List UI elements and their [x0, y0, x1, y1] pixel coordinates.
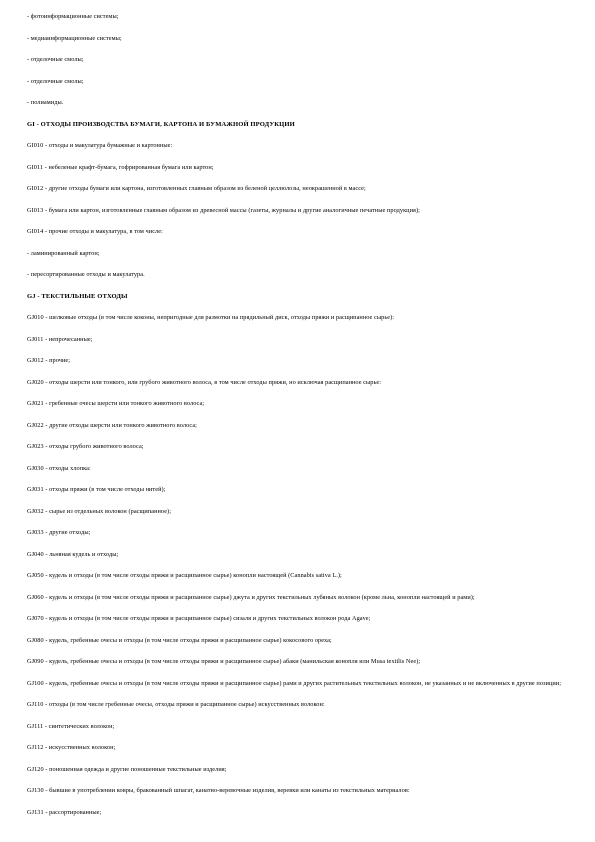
list-item: - полиамиды. — [27, 99, 64, 106]
code-item: GI012 - другие отходы бумаги или картона, изготовленных главным образом из беленой целлюлозы, неокрашенной в массе; — [27, 185, 366, 192]
code-item: GJ011 - непрочесанные; — [27, 335, 93, 343]
code-item: GI013 - бумага или картон, изготовленные главным образом из древесной массы (газеты, журналы и другие аналогичные печатные продукция); — [27, 206, 420, 214]
section-heading-gj: GJ - ТЕКСТИЛЬНЫЕ ОТХОДЫ — [27, 292, 128, 300]
code-item: GJ050 - кудель и отходы (в том числе отходы пряжи и расщипанное сырье) конопли настоящей (Cannabis sativa L.); — [27, 572, 342, 579]
code-item: GJ110 - отходы (в том числе гребенные очесы, отходы пряжи и расщипанное сырье) искусственных волокон: — [27, 701, 325, 708]
code-item: GJ023 - отходы грубого животного волоса; — [27, 443, 144, 450]
list-item: - отделочные смолы; — [27, 77, 84, 85]
code-item: GJ032 - сырье из отдельных волокон (расщипанное); — [27, 507, 171, 515]
section-heading-gi: GI - ОТХОДЫ ПРОИЗВОДСТВА БУМАГИ, КАРТОНА И БУМАЖНОЙ ПРОДУКЦИИ — [27, 120, 295, 128]
code-item: GJ111 - синтетических волокон; — [27, 722, 115, 730]
code-item: GI010 - отходы и макулатура бумажные и картонные: — [27, 142, 173, 149]
code-item: GJ080 - кудель, гребенные очесы и отходы (в том числе отходы пряжи и расщипанное сырье) кокосового ореха; — [27, 636, 332, 644]
code-item: GJ090 - кудель, гребенные очесы и отходы (в том числе отходы пряжи и расщипанное сырье) абаки (манильская конопля или Musa textilis Nee); — [27, 658, 421, 665]
code-item: GJ022 - другие отходы шерсти или тонкого животного волоса; — [27, 421, 197, 429]
code-item: GJ010 - шелковые отходы (в том числе коконы, непригодные для размотки на прядильный диск, отходы пряжи и расщипанное сырье): — [27, 314, 395, 321]
code-item: GJ100 - кудель, гребенные очесы и отходы (в том числе отходы пряжи и расщипанное сырье) рами и других растительных текстильных волокон, не указанных и не включенных в другие позиции; — [27, 679, 562, 687]
code-item: GJ012 - прочие; — [27, 357, 71, 364]
code-item: GJ033 - другие отходы; — [27, 529, 91, 536]
code-item: GJ120 - поношенная одежда и другие поношенные текстильные изделия; — [27, 765, 227, 773]
code-item: GI014 - прочие отходы и макулатура, в том числе: — [27, 228, 163, 235]
code-item: GJ060 - кудель и отходы (в том числе отходы пряжи и расщипанное сырье) джута и других текстильных лубяных волокон (кроме льна, конопли настоящей и рами); — [27, 593, 475, 601]
code-item: GJ070 - кудель и отходы (в том числе отходы пряжи и расщипанное сырье) сизаля и других текстильных волокон рода Agave; — [27, 615, 371, 622]
list-item: - фотоинформационные системы; — [27, 13, 119, 20]
document-body — [27, 12, 568, 829]
list-item: - отделочные смолы; — [27, 56, 84, 63]
code-item: GJ031 - отходы пряжи (в том числе отходы нитей); — [27, 486, 166, 493]
list-item: - пересортированные отходы и макулатура. — [27, 271, 145, 278]
code-item: GJ030 - отходы хлопка: — [27, 464, 91, 472]
code-item: GJ040 - льняная кудель и отходы; — [27, 550, 119, 558]
list-item: - медиаинформационные системы; — [27, 34, 122, 42]
code-item: GI011 - небеленые крафт-бумага, гофрированная бумага или картон; — [27, 163, 214, 171]
list-item: - ламинированный картон; — [27, 249, 100, 257]
code-item: GJ131 - рассортированные; — [27, 808, 102, 816]
code-item: GJ112 - искусственных волокон; — [27, 744, 116, 751]
code-item: GJ021 - гребенные очесы шерсти или тонкого животного волоса; — [27, 400, 205, 407]
code-item: GJ130 - бывшие в употреблении ковры, бракованный шпагат, канатно-веревочные изделия, веревки или канаты из текстильных материалов: — [27, 787, 410, 794]
code-item: GJ020 - отходы шерсти или тонкого, или грубого животного волоса, в том числе отходы пряжи, но исключая расщипанное сырье: — [27, 378, 382, 386]
